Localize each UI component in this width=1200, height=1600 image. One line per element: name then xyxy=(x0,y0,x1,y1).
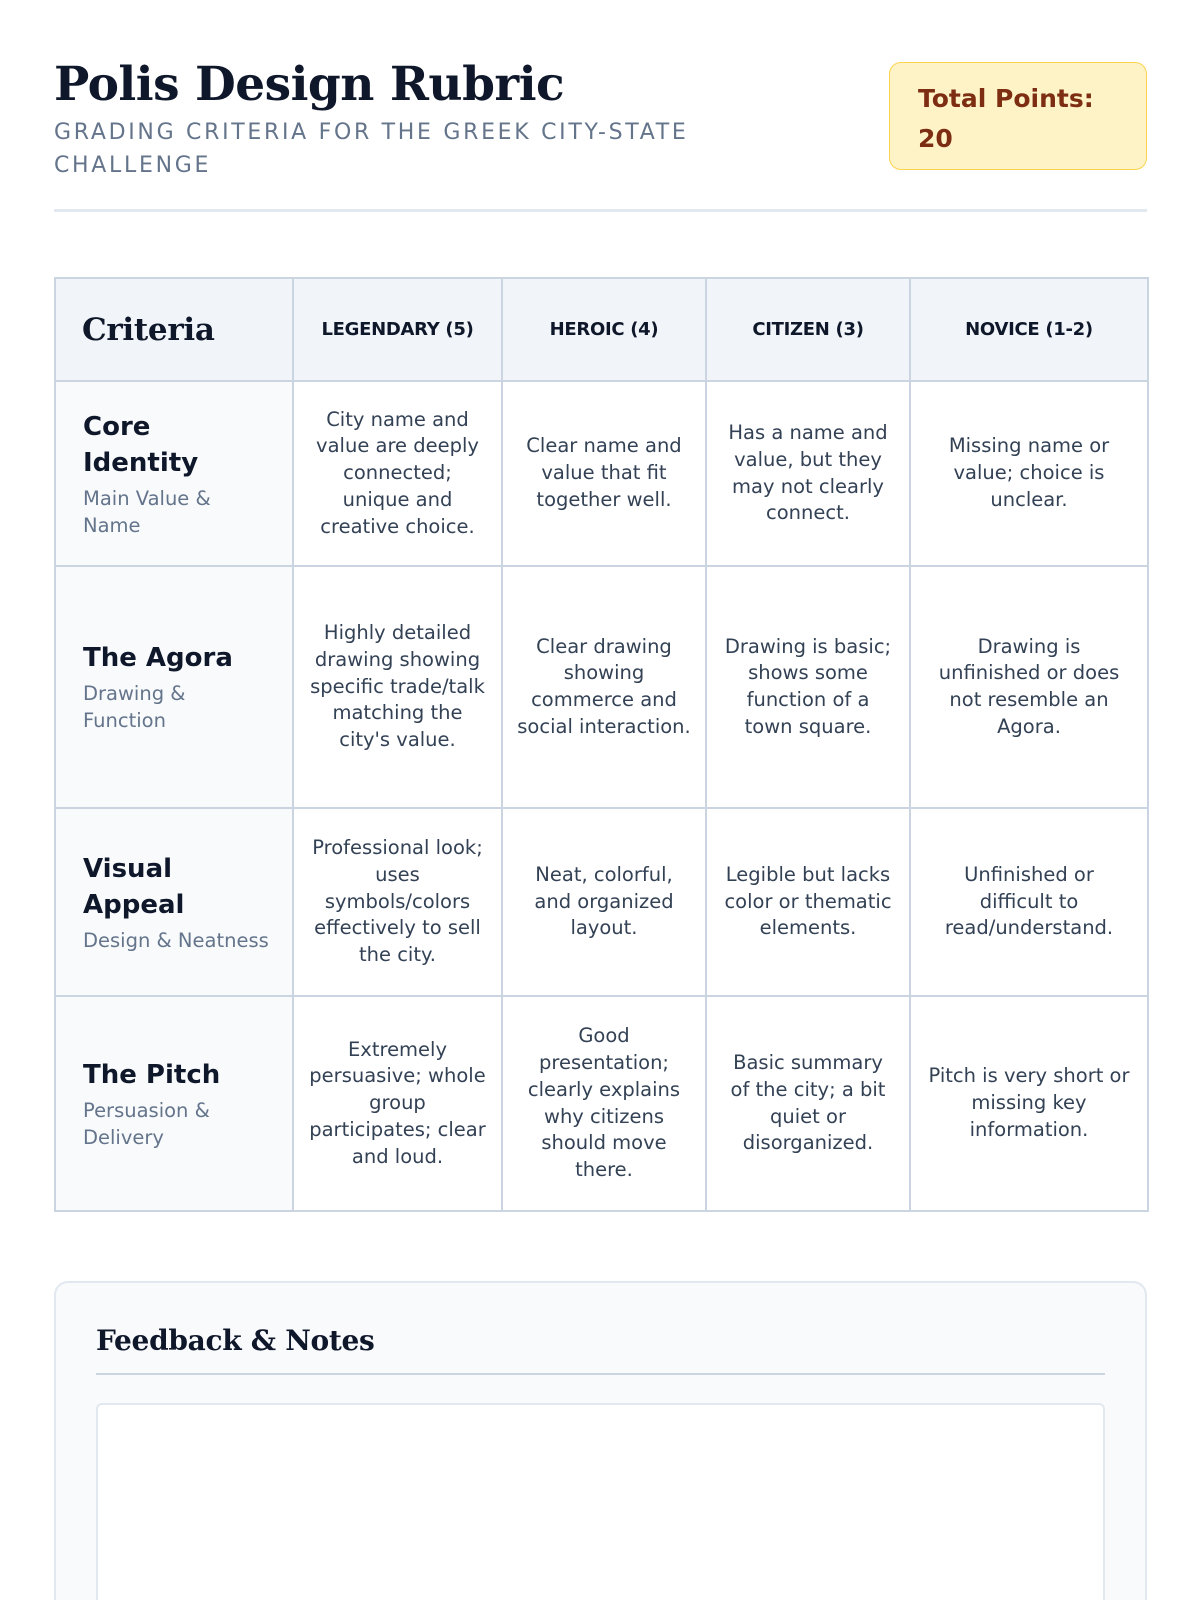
criteria-cell xyxy=(55,808,293,996)
rubric-cell: Legible but lacks color or thematic elements. xyxy=(706,808,910,996)
total-points-label: Total Points: xyxy=(918,84,1094,113)
rubric-cell: Extremely persuasive; whole group participates; clear and loud. xyxy=(293,996,502,1211)
table-row xyxy=(55,808,1148,996)
criteria-name: Core Identity xyxy=(83,411,199,478)
page-subtitle: GRADING CRITERIA FOR THE GREEK CITY-STATE CHALLENGE xyxy=(54,120,689,178)
total-points-badge xyxy=(889,62,1147,170)
total-points-value: 20 xyxy=(918,124,953,153)
criteria-cell xyxy=(55,381,293,566)
table-row xyxy=(55,996,1148,1211)
rubric-cell: City name and value are deeply connected; unique and creative choice. xyxy=(293,381,502,566)
rubric-cell: Highly detailed drawing showing specific trade/talk matching the city's value. xyxy=(293,566,502,808)
table-row xyxy=(55,381,1148,566)
rubric-table xyxy=(54,277,1149,1212)
rubric-cell: Drawing is basic; shows some function of a town square. xyxy=(706,566,910,808)
column-header-criteria: Criteria xyxy=(55,278,293,381)
rubric-cell: Pitch is very short or missing key information. xyxy=(910,996,1148,1211)
rubric-cell: Has a name and value, but they may not clearly connect. xyxy=(706,381,910,566)
criteria-name: Visual Appeal xyxy=(83,853,185,920)
header xyxy=(54,52,1147,212)
column-header-heroic: HEROIC (4) xyxy=(502,278,706,381)
criteria-cell xyxy=(55,996,293,1211)
criteria-subtitle: Design & Neatness xyxy=(83,928,269,952)
header-row xyxy=(55,278,1148,381)
criteria-cell xyxy=(55,566,293,808)
column-header-citizen: CITIZEN (3) xyxy=(706,278,910,381)
rubric-cell: Drawing is unfinished or does not resemble an Agora. xyxy=(910,566,1148,808)
criteria-name: The Pitch xyxy=(83,1059,221,1090)
column-header-legendary: LEGENDARY (5) xyxy=(293,278,502,381)
rubric-cell: Professional look; uses symbols/colors effectively to sell the city. xyxy=(293,808,502,996)
page-title: Polis Design Rubric xyxy=(54,57,565,112)
notes-input[interactable] xyxy=(96,1403,1105,1600)
column-header-novice: NOVICE (1-2) xyxy=(910,278,1148,381)
rubric-cell: Basic summary of the city; a bit quiet or disorganized. xyxy=(706,996,910,1211)
rubric-cell: Neat, colorful, and organized layout. xyxy=(502,808,706,996)
rubric-cell: Missing name or value; choice is unclear. xyxy=(910,381,1148,566)
rubric-cell: Good presentation; clearly explains why citizens should move there. xyxy=(502,996,706,1211)
feedback-title: Feedback & Notes xyxy=(96,1323,1105,1375)
criteria-subtitle: Persuasion & Delivery xyxy=(83,1098,210,1149)
table-row xyxy=(55,566,1148,808)
rubric-cell: Clear name and value that fit together well. xyxy=(502,381,706,566)
criteria-subtitle: Drawing & Function xyxy=(83,682,186,732)
rubric-cell: Unfinished or difficult to read/understand. xyxy=(910,808,1148,996)
feedback-section xyxy=(54,1281,1147,1600)
criteria-name: The Agora xyxy=(83,643,233,673)
criteria-subtitle: Main Value & Name xyxy=(83,486,211,537)
rubric-cell: Clear drawing showing commerce and social interaction. xyxy=(502,566,706,808)
